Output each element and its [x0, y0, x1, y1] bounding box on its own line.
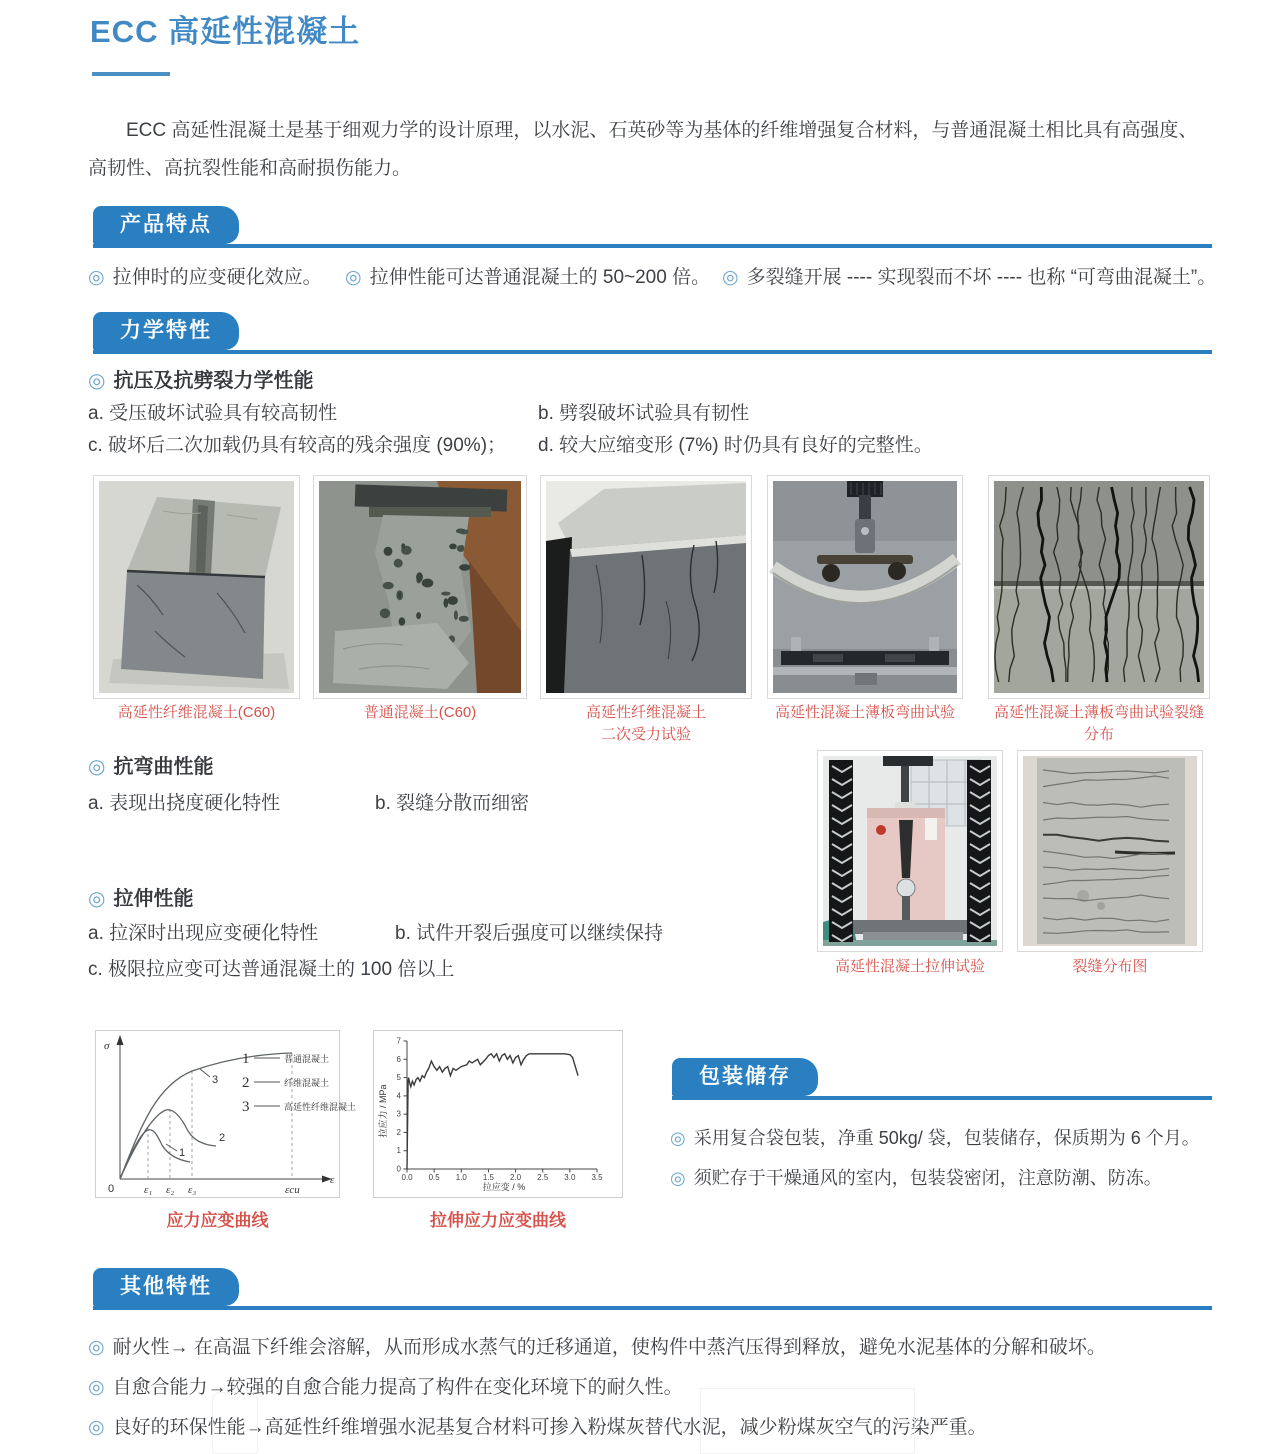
double-circle-bullet-icon: ◎ — [88, 888, 106, 910]
svg-text:2.0: 2.0 — [510, 1173, 522, 1182]
compression-item-a: a. 受压破坏试验具有较高韧性 — [88, 403, 338, 424]
svg-text:0.5: 0.5 — [428, 1173, 440, 1182]
photo-caption-4: 高延性混凝土薄板弯曲试验 — [774, 704, 955, 721]
double-circle-bullet-icon: ◎ — [88, 756, 106, 778]
svg-text:0: 0 — [108, 1183, 115, 1195]
svg-text:1.5: 1.5 — [482, 1173, 494, 1182]
bending-item-a: a. 表现出挠度硬化特性 — [88, 793, 281, 814]
feature-text-2: 拉伸性能可达普通混凝土的 50~200 倍。 — [369, 267, 711, 288]
photo-tensile-test-machine — [817, 750, 1003, 952]
photo-caption-1: 高延性纤维混凝土(C60) — [117, 704, 276, 721]
schematic-legend — [242, 1051, 356, 1115]
double-circle-bullet-icon: ◎ — [88, 1337, 105, 1358]
svg-text:7: 7 — [396, 1036, 401, 1046]
photo-caption-crack-map: 裂缝分布图 — [1072, 958, 1148, 975]
subheading-compression-text: 抗压及抗劈裂力学性能 — [113, 370, 314, 392]
svg-text:3: 3 — [212, 1074, 219, 1086]
svg-text:2: 2 — [219, 1132, 226, 1144]
svg-text:3.0: 3.0 — [564, 1173, 576, 1182]
tensile-chart-svg — [374, 1031, 622, 1197]
section-header-mechanical — [93, 312, 1212, 354]
other-text-3: 良好的环保性能→高延性纤维增强水泥基复合材料可掺入粉煤灰替代水泥，减少粉煤灰空气的污染严重。 — [112, 1417, 987, 1438]
svg-text:1: 1 — [396, 1146, 401, 1156]
photo-caption-3-line1: 高延性纤维混凝土 — [585, 704, 706, 721]
svg-text:3: 3 — [242, 1099, 250, 1115]
svg-text:纤维混凝土: 纤维混凝土 — [284, 1078, 330, 1088]
double-circle-bullet-icon: ◎ — [88, 1377, 105, 1398]
svg-text:ε₂: ε₂ — [166, 1184, 175, 1196]
svg-text:普通混凝土: 普通混凝土 — [284, 1054, 330, 1064]
feature-bullet-2 — [345, 262, 710, 289]
feature-bullet-3 — [722, 262, 1216, 289]
double-circle-bullet-icon: ◎ — [88, 267, 105, 288]
photo-ordinary-concrete-c60 — [313, 475, 527, 699]
schematic-chart-svg — [96, 1031, 357, 1197]
feature-bullet-1 — [88, 262, 322, 289]
tensile-stress-strain-chart — [373, 1030, 623, 1198]
svg-text:拉应力 / MPa: 拉应力 / MPa — [378, 1084, 388, 1138]
storage-bullet-2 — [670, 1164, 1162, 1190]
section-header-storage — [672, 1058, 1212, 1100]
svg-text:1: 1 — [179, 1147, 186, 1159]
photo-bending-crack-distribution — [988, 475, 1210, 699]
storage-text-1: 采用复合袋包装，净重 50kg/ 袋，包装储存，保质期为 6 个月。 — [693, 1128, 1200, 1148]
page-title: ECC 高延性混凝土 — [90, 14, 361, 49]
svg-text:3.5: 3.5 — [591, 1173, 603, 1182]
tensile-item-a: a. 拉深时出现应变硬化特性 — [88, 923, 319, 944]
svg-text:5: 5 — [396, 1073, 401, 1083]
section-tab-features: 产品特点 — [93, 206, 239, 244]
other-bullet-2 — [88, 1372, 683, 1399]
other-text-1: 耐火性→ 在高温下纤维会溶解，从而形成水蒸气的迁移通道，使构件中蒸汽压得到释放，避免水泥基体的分解和破坏。 — [112, 1337, 1106, 1358]
photo-caption-tensile-test: 高延性混凝土拉伸试验 — [834, 958, 985, 975]
photo-caption-3-line2: 二次受力试验 — [600, 726, 691, 743]
double-circle-bullet-icon: ◎ — [670, 1168, 686, 1188]
subheading-bending — [88, 750, 213, 779]
svg-text:ε₁: ε₁ — [144, 1184, 153, 1196]
subheading-compression — [88, 364, 313, 393]
double-circle-bullet-icon: ◎ — [722, 267, 739, 288]
photo-ecc-secondary-load — [540, 475, 752, 699]
svg-text:4: 4 — [396, 1091, 401, 1101]
compression-item-b: b. 劈裂破坏试验具有韧性 — [538, 403, 750, 424]
svg-text:2: 2 — [242, 1075, 250, 1091]
compression-item-d: d. 较大应缩变形 (7%) 时仍具有良好的完整性。 — [538, 435, 933, 456]
section-tab-other: 其他特性 — [93, 1268, 239, 1306]
svg-text:ε: ε — [330, 1174, 335, 1186]
feature-text-1: 拉伸时的应变硬化效应。 — [112, 267, 322, 288]
svg-text:2.5: 2.5 — [537, 1173, 549, 1182]
other-text-2: 自愈合能力→较强的自愈合能力提高了构件在变化环境下的耐久性。 — [112, 1377, 683, 1398]
photo-caption-3 — [540, 702, 752, 746]
concrete-cube-illustration — [99, 481, 294, 693]
svg-text:σ: σ — [104, 1040, 110, 1052]
crushed-concrete-illustration — [319, 481, 521, 693]
photo-crack-distribution-map — [1017, 750, 1203, 952]
tensile-item-b: b. 试件开裂后强度可以继续保持 — [395, 923, 664, 944]
vertical-cracks-illustration — [994, 481, 1204, 693]
section-tab-mechanical: 力学特性 — [93, 312, 239, 350]
faint-watermark-box — [700, 1388, 915, 1454]
photo-ecc-cube-c60 — [93, 475, 300, 699]
other-bullet-1 — [88, 1332, 1106, 1359]
double-circle-bullet-icon: ◎ — [670, 1128, 686, 1148]
subheading-tensile-text: 拉伸性能 — [113, 888, 194, 910]
subheading-tensile — [88, 882, 193, 911]
photo-caption-5: 高延性混凝土薄板弯曲试验裂缝分布 — [993, 704, 1204, 743]
svg-text:1: 1 — [242, 1051, 250, 1067]
svg-text:1.0: 1.0 — [455, 1173, 467, 1182]
svg-text:0.0: 0.0 — [401, 1173, 413, 1182]
svg-text:3: 3 — [396, 1109, 401, 1119]
section-header-other — [93, 1268, 1212, 1310]
horizontal-cracks-illustration — [1023, 756, 1197, 946]
double-circle-bullet-icon: ◎ — [88, 370, 106, 392]
svg-text:高延性纤维混凝土: 高延性纤维混凝土 — [284, 1102, 357, 1112]
svg-text:ε₃: ε₃ — [188, 1184, 197, 1196]
double-circle-bullet-icon: ◎ — [345, 267, 362, 288]
intro-paragraph: ECC 高延性混凝土是基于细观力学的设计原理，以水泥、石英砂等为基体的纤维增强复合材料，与普通混凝土相比具有高强度、高韧性、高抗裂性能和高耐损伤能力。 — [88, 120, 1198, 179]
svg-text:εcu: εcu — [285, 1184, 300, 1196]
chart-caption-tensile: 拉伸应力应变曲线 — [430, 1211, 566, 1230]
tensile-machine-illustration — [823, 756, 997, 946]
faint-watermark-shape — [212, 1392, 258, 1454]
photo-thin-plate-bending-test — [767, 475, 963, 699]
stress-strain-schematic-chart — [95, 1030, 357, 1198]
svg-text:6: 6 — [396, 1054, 401, 1064]
storage-bullet-1 — [670, 1124, 1200, 1150]
bending-item-b: b. 裂缝分散而细密 — [375, 793, 530, 814]
section-tab-storage: 包装储存 — [672, 1058, 818, 1096]
svg-text:0: 0 — [396, 1164, 401, 1174]
dark-cube-crack-illustration — [546, 481, 746, 693]
compression-item-c: c. 破坏后二次加载仍具有较高的残余强度 (90%)； — [88, 435, 507, 456]
feature-text-3: 多裂缝开展 ---- 实现裂而不坏 ---- 也称 “可弯曲混凝土”。 — [746, 267, 1217, 288]
chart-caption-schematic: 应力应变曲线 — [166, 1211, 269, 1230]
svg-text:拉应变 / %: 拉应变 / % — [482, 1182, 526, 1192]
bending-test-illustration — [773, 481, 957, 693]
photo-caption-2: 普通混凝土(C60) — [363, 704, 477, 721]
section-header-features — [93, 206, 1212, 248]
tensile-item-c: c. 极限拉应变可达普通混凝土的 100 倍以上 — [88, 959, 455, 980]
title-underline — [92, 72, 170, 76]
subheading-bending-text: 抗弯曲性能 — [113, 756, 214, 778]
double-circle-bullet-icon: ◎ — [88, 1417, 105, 1438]
svg-text:2: 2 — [396, 1127, 401, 1137]
storage-text-2: 须贮存于干燥通风的室内，包装袋密闭，注意防潮、防冻。 — [693, 1168, 1162, 1188]
